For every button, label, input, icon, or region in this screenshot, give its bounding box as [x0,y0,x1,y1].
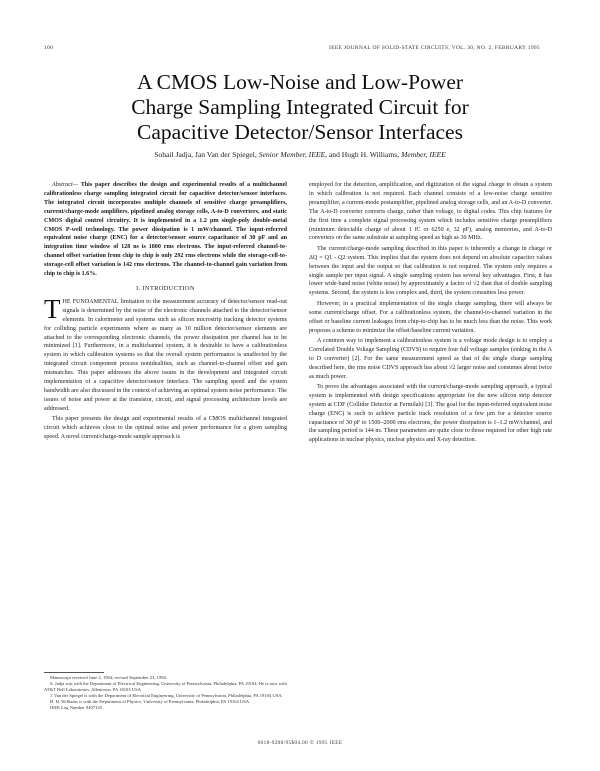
author-and: and Hugh H. Williams, [328,150,400,159]
right-paragraph-1: employed for the detection, amplification, and digitization of the signal charge to obtain a system in which calibration is not required. Each channel consists of a low-noise charge sensitive preamplifier, a current-mode postamplifier, pipelined analog storage cells, and an A-to-D converter. The A-to-D converter converts charge, rather than voltage, to digital codes. This chip features for the first time a complete signal processing system which includes sensitive charge preamplifiers (minimum detectable charge of about 1 fC or 6250 e, 32 pF), analog memories, and A-to-D converters on the same substrate at sampling speed as high as 30 MHz. [309,182,552,242]
intro-paragraph-2: This paper presents the design and experimental results of a CMOS multichannel integrated circuit which achieves close to the optimal noise and power performance for a given sampling speed. A novel current/charge-mode sample approach is [44,416,287,440]
footnote-author-3: H. H. Williams is with the Department of Physics, University of Pennsylvania, Philadelphia, PA 19104 USA. [50,699,251,705]
footnotes [44,675,287,712]
page-number: 100 [44,45,54,51]
copyright-line: 0018-9200/95$04.00 © 1995 IEEE [257,740,343,746]
right-paragraph-3: However, in a practical implementation of the single charge sampling, there will always be some current/charge offset. For a calibrationless system, the channel-to-channel variation in the offset or baseline current leakages from chip-to-chip has to be much less than the noise. This work proposes a scheme to minimize the offset/baseline current variation. [309,300,552,334]
section-heading-introduction: I. INTRODUCTION [136,284,195,292]
footnote-received: Manuscript received June 2, 1994; revised September 23, 1994. [50,675,167,680]
drop-cap: T [44,293,61,324]
right-paragraph-4: A common way to implement a calibrationless system is a voltage mode design is to employ a Correlated Double Voltage Sampling (CDVS) to require four full voltage samples (sinking in the A to D converter) [2]. For the same measurement speed as that of the single charge sampling described here, the rms noise CDVS approach has about √2 larger noise and consumes about twice as much power. [309,337,552,380]
running-header: IEEE JOURNAL OF SOLID-STATE CIRCUITS, VOL. 30, NO. 2, FEBRUARY 1995 [329,45,540,51]
abstract-label: Abstract— [52,182,79,188]
author-role-2: Member, IEEE [401,150,446,159]
title-line-1: A CMOS Low-Noise and Low-Power [136,70,464,94]
paper-title [40,70,560,145]
title-line-3: Capacitive Detector/Sensor Interfaces [137,120,463,144]
right-column [309,181,552,447]
abstract [44,181,287,279]
intro-paragraph-1 [44,293,287,414]
right-paragraph-5: To prove the advantages associated with the current/charge-mode sampling approach, a typical system is implemented with design specifications appropriate for the new silicon strip detector system at CDF (Collider Detector at Fermilab) [3]. The goal for the input-referred equivalent noise charge (ENC) is such to achieve particle track resolution of a few μm for a detector source capacitance of 30 pF to 1500–2000 rms electrons, the power dissipation is 1–1.2 mW/channel, and the sampling period is 144 ns. These parameters are quite close to those required for other high rate applications in nuclear physics, nuclear physics and X-ray detection. [309,383,552,444]
author-names: Sohail Jadja, Jan Van der Spiegel, [154,150,257,159]
intro-smallcaps: HE FUNDAMENTAL [62,298,119,305]
right-paragraph-2: The current/charge-mode sampling described in this paper is inherently a change in charge or ΔQ = Q1 - Q2 system. This implies that the system does not depend on absolute capacitor values between the input and the output so that calibration is not required. The system only requires a single sample per input signal. A single sampling system has several key advantages. First, it has lower wide-band noise (white noise) by approximately a factor of √2 than that of double sampling systems. Second, the system is less complex and, third, the system consumes less power. [309,245,552,297]
intro-paragraph-1-text: limitation to the measurement accuracy of detector/sensor read-out signals is determined by the noise of the electronic channels attached to the detector/sensor elements. In calorimeter and systems such as silicon microstrip tracking detector systems for colliding particle experiments where as many as 10 million detector/sensor elements are attached to the corresponding electronic channels, the power dissipation per channel has to be minimized [1]. Furthermore, in a multichannel system, it is desirable to have a calibrationless system in which calibration systems so that the overall system performance is unaffected by the integrated circuit component process nonidealities, such as channel-to-channel offset and gain mismatches. This paper addresses the above issues in the development and integrated circuit implementation of a capacitive detector/sensor interface. The sampling speed and the system bandwidth are also discussed in the context of achieving an optimal system noise performance. The issues of noise and power at the transistor, circuit, and signal processing architecture levels are addressed. [44,298,287,412]
author-role-1: Senior Member, IEEE, [258,150,328,159]
author-line [40,150,560,159]
footnote-author-1: S. Jadja was with the Department of Electrical Engineering, University of Pennsylvania, Philadelphia, PA 19104. He is now with AT&T Bell Laboratories, Allentown, PA 18103 USA. [44,681,287,693]
footnote-rule [44,672,104,673]
footnote-log-number: IEEE Log Number 9407135. [50,705,104,711]
left-column [44,181,287,443]
title-line-2: Charge Sampling Integrated Circuit for [131,95,469,119]
footnote-author-2: J. Van der Spiegel is with the Department of Electrical Engineering, University of Pennsylvania, Philadelphia, PA 19104 USA. [50,693,283,699]
abstract-text: This paper describes the design and experimental results of a multichannel calibrationless charge sampling integrated circuit for capacitive detector/sensor interfaces. The integrated circuit incorporates multiple channels of sensitive charge preamplifiers, current/charge-mode amplifiers, pipelined analog storage cells, A-to-D converters, and static CMOS digital control circuitry. It is implemented in a 1.2 μm single-poly double-metal CMOS P-well technology. The power dissipation is 1 mW/channel. The input-referred equivalent noise charge (ENC) for a detector/sensor source capacitance of 30 pF and an integration time window of 128 ns is 1800 rms electrons. The input-referred channel-to-channel offset variation from chip to chip is only 292 rms electrons while the storage-cell-to-storage-cell offset variation is 142 rms electrons. The channel-to-channel gain variation from chip to chip is 1.6%. [44,182,287,278]
